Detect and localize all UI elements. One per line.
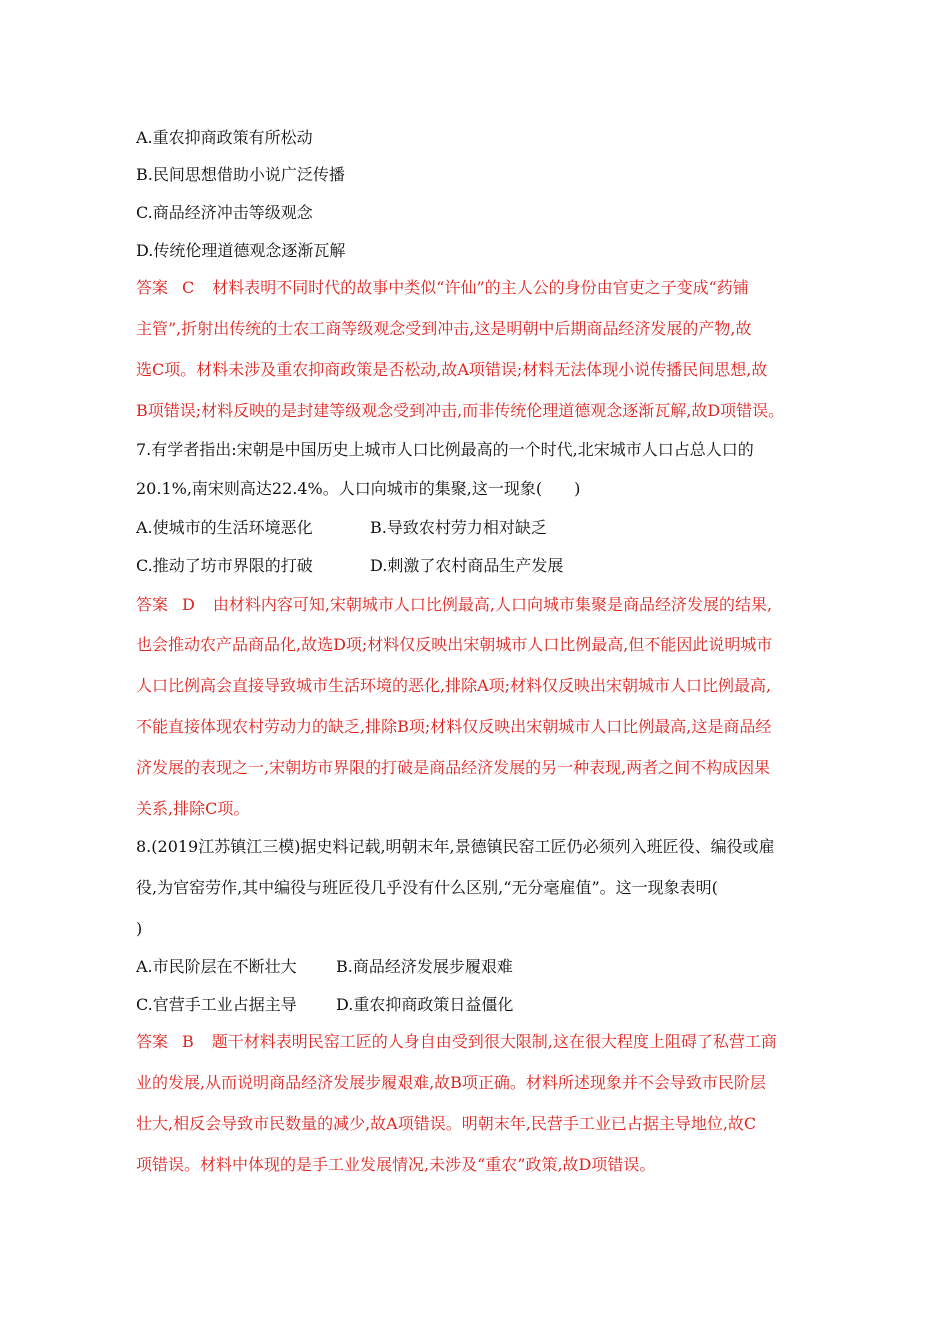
- q8-option-d: D.重农抑商政策日益僵化: [336, 995, 514, 1014]
- q7-explanation-line: 人口比例高会直接导致城市生活环境的恶化,排除A项;材料仅反映出宋朝城市人口比例最高,: [136, 676, 772, 695]
- q6-option-b: B.民间思想借助小说广泛传播: [136, 165, 345, 184]
- q8-stem-line: 役,为官窑劳作,其中编役与班匠役几乎没有什么区别,“无分毫雇值”。这一现象表明(: [136, 878, 718, 897]
- q8-explanation-line: 题干材料表明民窑工匠的人身自由受到很大限制,这在很大程度上阻碍了私营工商: [211, 1032, 777, 1051]
- q8-explanation-line: 壮大,相反会导致市民数量的减少,故A项错误。明朝末年,民营手工业已占据主导地位,故C: [136, 1114, 757, 1133]
- q8-explanation-line: 项错误。材料中体现的是手工业发展情况,未涉及“重农”政策,故D项错误。: [136, 1155, 656, 1174]
- q7-stem-line: 7.有学者指出:宋朝是中国历史上城市人口比例最高的一个时代,北宋城市人口占总人口的: [136, 440, 754, 459]
- q7-option-d: D.刺激了农村商品生产发展: [370, 556, 564, 575]
- q8-explanation-line: 业的发展,从而说明商品经济发展步履艰难,故B项正确。材料所述现象并不会导致市民阶层: [136, 1073, 766, 1092]
- q6-explanation-line: 主管”,折射出传统的士农工商等级观念受到冲击,这是明朝中后期商品经济发展的产物,故: [136, 319, 752, 338]
- q8-answer-letter: B: [182, 1032, 194, 1051]
- q7-explanation-line: 也会推动农产品商品化,故选D项;材料仅反映出宋朝城市人口比例最高,但不能因此说明城市: [136, 635, 773, 654]
- q8-answer-label: 答案: [136, 1032, 169, 1051]
- q6-option-d: D.传统伦理道德观念逐渐瓦解: [136, 241, 346, 260]
- q6-option-a: A.重农抑商政策有所松动: [136, 128, 313, 147]
- q8-option-a: A.市民阶层在不断壮大: [136, 957, 297, 976]
- q7-option-a: A.使城市的生活环境恶化: [136, 518, 313, 537]
- q6-explanation-line: 材料表明不同时代的故事中类似“许仙”的主人公的身份由官吏之子变成“药铺: [212, 278, 749, 297]
- q8-option-c: C.官营手工业占据主导: [136, 995, 297, 1014]
- q7-explanation-line: 济发展的表现之一,宋朝坊市界限的打破是商品经济发展的另一种表现,两者之间不构成因果: [136, 758, 771, 777]
- q7-stem-line: 20.1%,南宋则高达22.4%。人口向城市的集聚,这一现象( ): [136, 479, 581, 498]
- q6-option-c: C.商品经济冲击等级观念: [136, 203, 313, 222]
- q6-explanation-line: B项错误;材料反映的是封建等级观念受到冲击,而非传统伦理道德观念逐渐瓦解,故D项错误。: [136, 401, 785, 420]
- q6-answer-line-1: [136, 277, 749, 299]
- q6-answer-letter: C: [182, 278, 195, 297]
- q7-explanation-line: 不能直接体现农村劳动力的缺乏,排除B项;材料仅反映出宋朝城市人口比例最高,这是商品经: [136, 717, 772, 736]
- q7-option-b: B.导致农村劳力相对缺乏: [370, 518, 547, 537]
- q8-stem-line: 8.(2019江苏镇江三模)据史料记载,明朝末年,景德镇民窑工匠仍必须列入班匠役、编役或雇: [136, 837, 775, 856]
- q7-explanation-line: 由材料内容可知,宋朝城市人口比例最高,人口向城市集聚是商品经济发展的结果,: [212, 595, 773, 614]
- q7-option-c: C.推动了坊市界限的打破: [136, 556, 313, 575]
- q7-answer-line-1: [136, 594, 772, 616]
- q8-stem-line: ): [136, 919, 143, 938]
- q7-answer-label: 答案: [136, 595, 169, 614]
- q8-option-b: B.商品经济发展步履艰难: [336, 957, 513, 976]
- q6-explanation-line: 选C项。材料未涉及重农抑商政策是否松动,故A项错误;材料无法体现小说传播民间思想,故: [136, 360, 768, 379]
- q6-answer-label: 答案: [136, 278, 169, 297]
- q8-answer-line-1: [136, 1031, 777, 1053]
- q7-explanation-line: 关系,排除C项。: [136, 799, 250, 818]
- q7-answer-letter: D: [182, 595, 195, 614]
